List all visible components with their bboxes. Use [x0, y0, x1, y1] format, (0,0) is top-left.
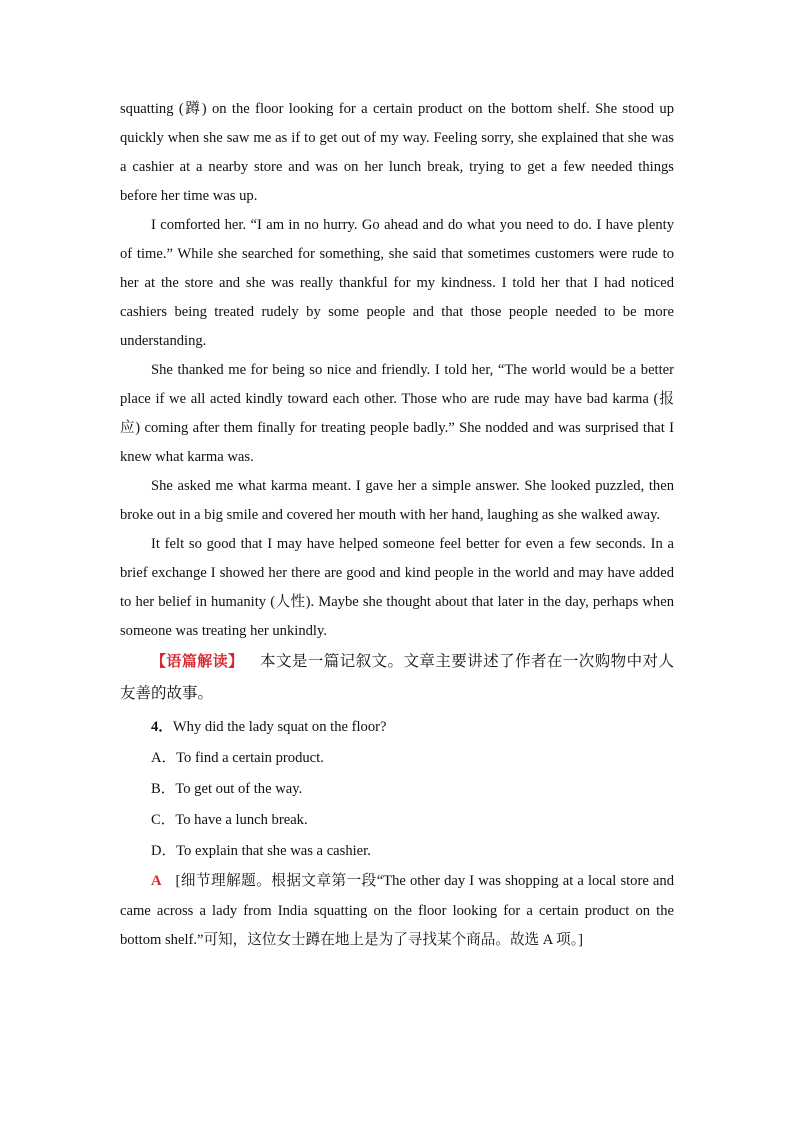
answer-explanation	[120, 867, 674, 956]
option-d-text: To explain that she was a cashier.	[176, 843, 371, 859]
option-b	[120, 774, 674, 805]
passage-paragraph-1: squatting (蹲) on the floor looking for a certain product on the bottom shelf. She stood up quickly when she saw me as if to get out of my way. Feeling sorry, she explained that she was a cashier at a nearby store and was on her lunch break, trying to get a few needed things before her time was up.	[120, 101, 674, 204]
passage-paragraph-2: I comforted her. “I am in no hurry. Go ahead and do what you need to do. I have plenty of time.” While she searched for something, she said that sometimes customers were rude to her at the store and she was really thankful for my kindness. I told her that I had noticed cashiers being treated rudely by some people and that those people needed to be more understanding.	[120, 217, 674, 349]
answer-text: [细节理解题。根据文章第一段“The other day I was shopping at a local store and came across a lady from India squatting on the floor looking for a certain product on the bottom shelf.”可知，这位女士蹲在地上是为了寻找某个商品。故选 A 项。]	[120, 873, 674, 948]
option-a	[120, 743, 674, 774]
analysis-text: 本文是一篇记叙文。文章主要讲述了作者在一次购物中对人友善的故事。	[120, 653, 674, 702]
option-b-text: To get out of the way.	[175, 781, 303, 797]
question-text: Why did the lady squat on the floor?	[172, 719, 387, 735]
document-page	[120, 95, 674, 956]
option-c-text: To have a lunch break.	[175, 812, 308, 828]
text-analysis	[120, 646, 674, 709]
passage-paragraph-5: It felt so good that I may have helped someone feel better for even a few seconds. In a brief exchange I showed her there are good and kind people in the world and may have added to her belief in humanity (人性). Maybe she thought about that later in the day, perhaps when someone was treating her unkindly.	[120, 536, 674, 639]
passage-paragraph-3: She thanked me for being so nice and friendly. I told her, “The world would be a better place if we all acted kindly toward each other. Those who are rude may have bad karma (报应) coming after them finally for treating people badly.” She nodded and was surprised that I knew what karma was.	[120, 362, 674, 465]
option-a-text: To find a certain product.	[176, 750, 324, 766]
option-c	[120, 805, 674, 836]
option-d-letter: D．	[151, 843, 177, 859]
option-b-letter: B．	[151, 781, 176, 797]
analysis-tag: 【语篇解读】	[151, 654, 244, 670]
question-number: 4．	[151, 719, 173, 735]
option-a-letter: A．	[151, 750, 177, 766]
passage-paragraph-4: She asked me what karma meant. I gave her a simple answer. She looked puzzled, then broke out in a big smile and covered her mouth with her hand, laughing as she walked away.	[120, 478, 674, 523]
option-d	[120, 836, 674, 867]
answer-letter: A	[151, 873, 162, 889]
question-stem	[120, 712, 674, 743]
option-c-letter: C．	[151, 812, 176, 828]
